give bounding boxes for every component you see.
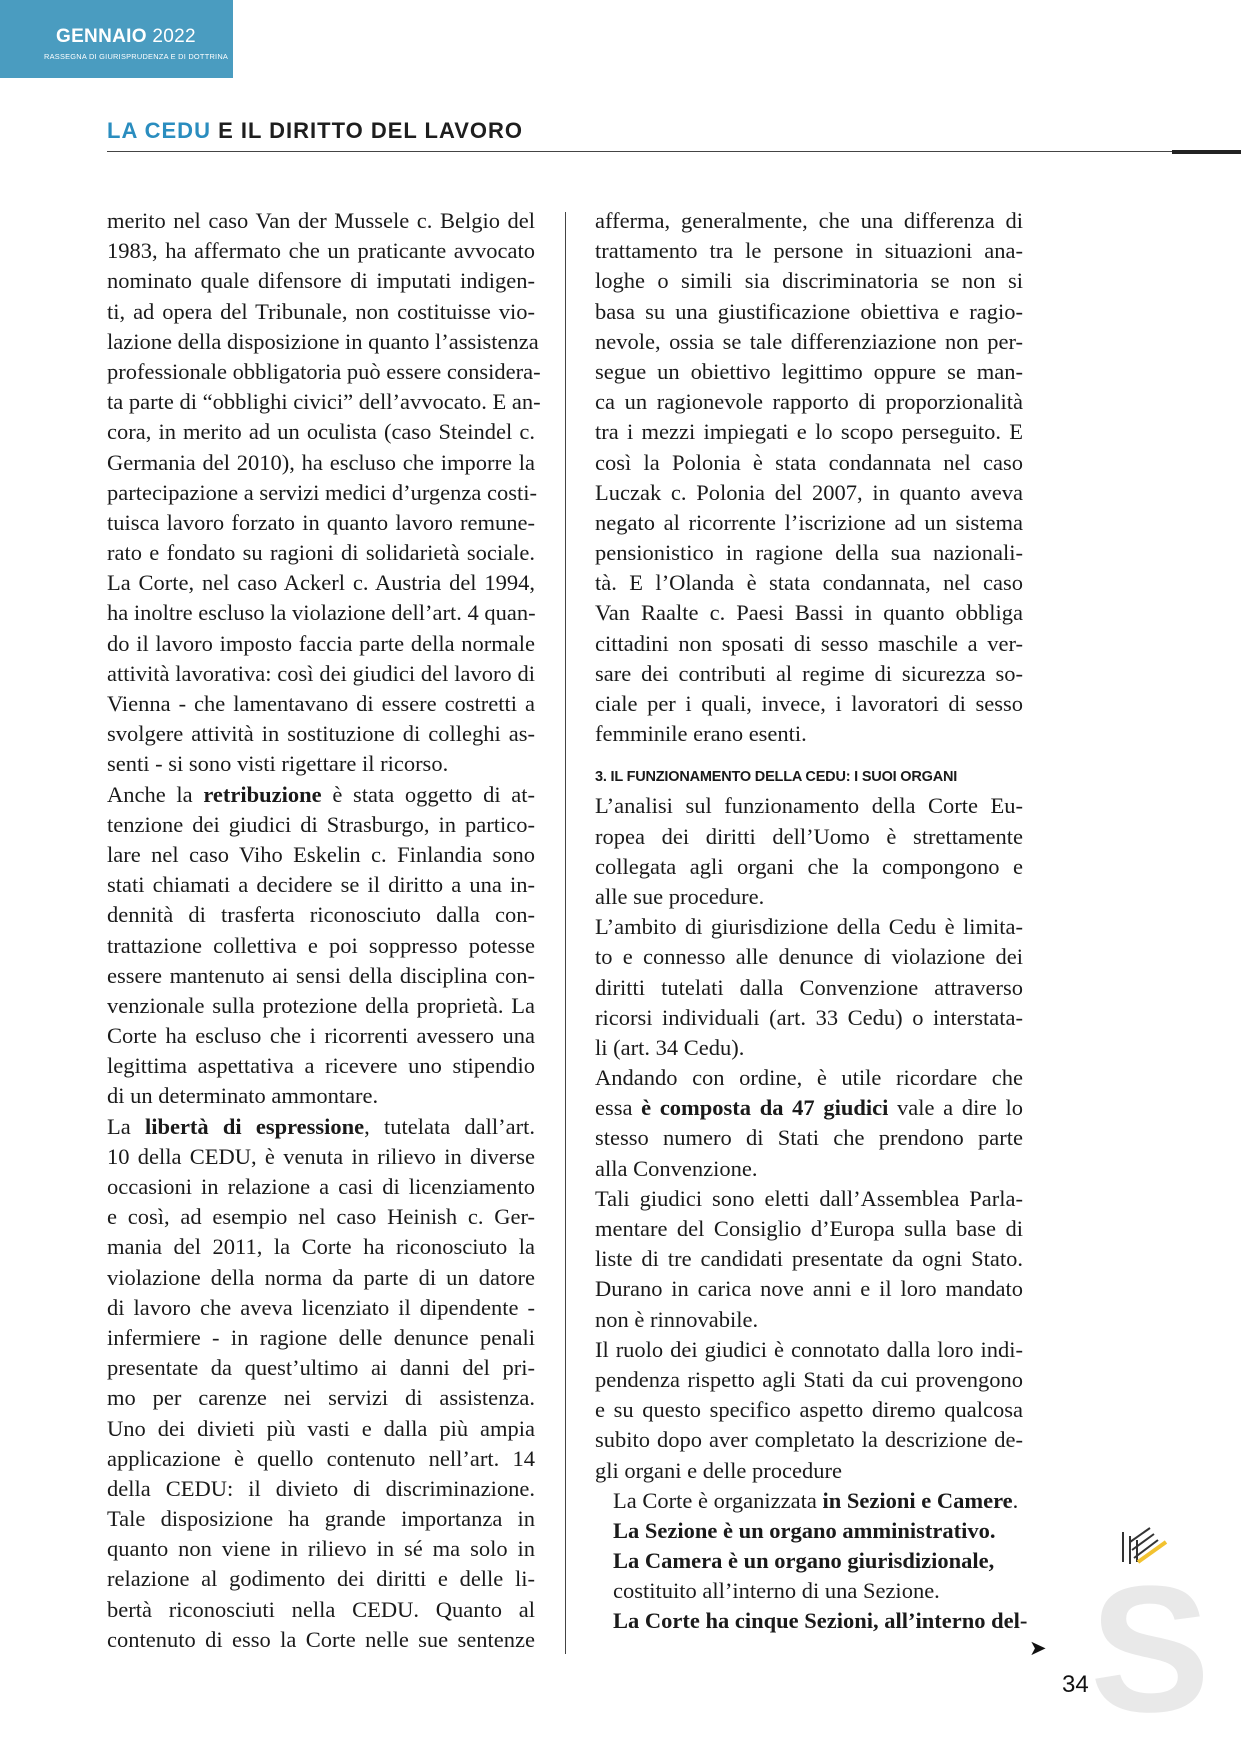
text-line: Vienna - che lamentavano di essere costretti a	[107, 691, 535, 716]
page-number: 34	[1062, 1671, 1089, 1698]
text-line: della CEDU: il divieto di discriminazione.	[107, 1475, 535, 1501]
text-line	[595, 1486, 1023, 1516]
text-line	[595, 1516, 1023, 1546]
text-line: Uno dei divieti più vasti e dalla più ampia	[107, 1415, 535, 1441]
text-line: violazione della norma da parte di un datore	[107, 1264, 535, 1290]
bold-run: libertà di espressione	[144, 1113, 365, 1139]
text-line: to e connesso alle denunce di violazione dei	[595, 944, 1023, 970]
section-title-rest: E IL DIRITTO DEL LAVORO	[210, 118, 524, 143]
text-line: cittadini non sposati di sesso maschile a ver-	[595, 630, 1023, 656]
section-heading: 3. IL FUNZIONAMENTO DELLA CEDU: I SUOI ORGANI	[595, 769, 958, 786]
text-line: do il lavoro imposto faccia parte della normale	[107, 630, 535, 656]
text-line: tra i mezzi impiegati e lo scopo perseguito. E	[595, 419, 1023, 445]
text-line: Il ruolo dei giudici è connotato dalla loro indi-	[595, 1336, 1023, 1362]
issue-month: GENNAIO	[56, 26, 147, 47]
text-line: Van Raalte c. Paesi Bassi in quanto obbliga	[595, 600, 1023, 626]
text-line: 10 della CEDU, è venuta in rilievo in diverse	[107, 1143, 535, 1169]
issue-header-tab	[0, 0, 233, 78]
left-paragraph-1	[107, 206, 541, 780]
text-run: vale a dire lo	[888, 1095, 1023, 1121]
bold-run: in Sezioni e Camere	[822, 1487, 1013, 1513]
text-line: negato al ricorrente l’iscrizione ad un sistema	[595, 509, 1023, 535]
text-line: trattamento tra le persone in situazioni ana-	[595, 238, 1023, 264]
text-line: Luczak c. Polonia del 2007, in quanto aveva	[595, 479, 1023, 505]
text-line: attività lavorativa: così dei giudici del lavoro di	[107, 660, 535, 686]
text-line	[107, 1112, 535, 1142]
text-line: bertà riconosciuti nella CEDU. Quanto al	[107, 1596, 535, 1622]
text-line: Tali giudici sono eletti dall’Assemblea Parla-	[595, 1185, 1023, 1211]
text-line: nominato quale difensore di imputati indigen-	[107, 268, 535, 294]
text-line: alle sue procedure.	[595, 883, 765, 909]
text-line: occasioni in relazione a casi di licenziamento	[107, 1174, 535, 1199]
text-line: ta parte di “obblighi civici” dell’avvocato. E an-	[107, 389, 541, 415]
text-line: stesso numero di Stati che prendono parte	[595, 1125, 1023, 1151]
text-line: Tale disposizione ha grande importanza in	[107, 1506, 535, 1532]
text-line: venzionale sulla protezione della proprietà. La	[107, 992, 535, 1018]
right-paragraph-1	[595, 206, 1023, 749]
text-line: trattazione collettiva e poi soppresso potesse	[107, 932, 535, 958]
text-line: basa su una giustificazione obiettiva e ragio-	[595, 298, 1023, 324]
text-line: partecipazione a servizi medici d’urgenza costi-	[107, 479, 538, 505]
spacer	[595, 749, 1023, 763]
text-line: sare dei contributi al regime di sicurezza so-	[595, 660, 1023, 686]
bold-run: La Sezione è un organo amministrativo.	[613, 1517, 996, 1543]
text-line: mo per carenze nei servizi di assistenza.	[107, 1385, 535, 1411]
text-line: gli organi e delle procedure	[595, 1457, 842, 1483]
text-line	[595, 1606, 1028, 1636]
text-line	[107, 780, 535, 810]
right-paragraph-3	[595, 1123, 1023, 1485]
section-title-accent: LA CEDU	[107, 118, 211, 143]
text-line: ha inoltre escluso la violazione dell’art. 4 quan-	[107, 600, 536, 626]
text-run: costituito all’interno di una Sezione.	[613, 1578, 940, 1604]
text-line: Germania del 2010), ha escluso che imporre la	[107, 449, 535, 475]
text-line: professionale obbligatoria può essere considera-	[107, 358, 541, 384]
text-line: ca un ragionevole rapporto di proporzionalità	[595, 389, 1023, 415]
text-line: mentare del Consiglio d’Europa sulla base di	[595, 1216, 1023, 1241]
text-line: rato e fondato su ragioni di solidarietà sociale.	[107, 540, 535, 566]
text-line: Corte ha escluso che i ricorrenti avessero una	[107, 1023, 535, 1049]
right-column	[595, 206, 1028, 1637]
text-line: quanto non viene in rilievo in sé ma solo in	[107, 1536, 535, 1562]
text-run: La	[107, 1113, 145, 1139]
text-line: femminile erano esenti.	[595, 721, 807, 747]
text-line: nevole, ossia se tale differenziazione non per-	[595, 328, 1023, 354]
text-line: presentate da quest’ultimo ai danni del pri-	[107, 1355, 535, 1381]
text-line: liste di tre candidati presentate da ogni Stato.	[595, 1246, 1023, 1272]
text-line: cora, in merito ad un oculista (caso Steindel c.	[107, 419, 535, 445]
section-title	[107, 118, 523, 144]
text-line: di lavoro che aveva licenziato il dipendente -	[107, 1294, 535, 1320]
text-line: così la Polonia è stata condannata nel caso	[595, 449, 1023, 475]
text-line: non è rinnovabile.	[595, 1306, 759, 1332]
issue-date	[56, 26, 196, 48]
text-line: essere mantenuto ai sensi della disciplina con-	[107, 962, 535, 988]
text-line: merito nel caso Van der Mussele c. Belgio del	[107, 208, 535, 233]
text-run: La Corte è organizzata	[613, 1487, 823, 1513]
header-rule-accent	[1172, 150, 1241, 154]
text-line: dennità di trasferta riconosciuto dalla con-	[107, 902, 535, 928]
text-line: 1983, ha affermato che un praticante avvocato	[107, 238, 535, 264]
text-line: lazione della disposizione in quanto l’assistenza	[107, 328, 539, 354]
arrow-right-icon: ➤	[1029, 1636, 1047, 1660]
logo-letter: S	[1090, 1549, 1211, 1750]
text-line: collegata agli organi che la compongono e	[595, 853, 1023, 879]
text-line: L’ambito di giurisdizione della Cedu è limita-	[595, 914, 1023, 940]
text-line: tà. E l’Olanda è stata condannata, nel caso	[595, 570, 1023, 596]
text-line: di un determinato ammontare.	[107, 1083, 379, 1109]
text-line: afferma, generalmente, che una differenza di	[595, 208, 1023, 233]
text-line: senti - si sono visti rigettare il ricorso.	[107, 751, 449, 777]
text-line: infermiere - in ragione delle denunce penali	[107, 1324, 535, 1350]
right-paragraph-2	[595, 791, 1023, 1093]
text-line	[595, 1546, 1023, 1576]
text-line: ricorsi individuali (art. 33 Cedu) o interstata-	[595, 1004, 1023, 1030]
text-line: e così, ad esempio nel caso Heinish c. Ger-	[107, 1204, 535, 1230]
text-line	[595, 1093, 1023, 1123]
text-line: stati chiamati a decidere se il diritto a una in-	[107, 872, 535, 898]
text-run: .	[1012, 1487, 1019, 1513]
text-run: Anche la	[107, 781, 204, 807]
left-paragraph-2	[107, 810, 535, 1112]
text-line: tuisca lavoro forzato in quanto lavoro remune-	[107, 509, 535, 535]
text-line: loghe o simili sia discriminatoria se non si	[595, 268, 1023, 294]
text-line: ti, ad opera del Tribunale, non costituisse vio-	[107, 298, 535, 324]
text-line	[595, 1576, 1023, 1606]
text-line: alla Convenzione.	[595, 1155, 758, 1181]
text-line: applicazione è quello contenuto nell’art. 14	[107, 1445, 535, 1471]
text-line: lare nel caso Viho Eskelin c. Finlandia sono	[107, 841, 535, 867]
header-rule	[107, 151, 1172, 152]
text-line: diritti tutelati dalla Convenzione attraverso	[595, 974, 1023, 1000]
text-line: subito dopo aver completato la descrizione de-	[595, 1427, 1023, 1453]
issue-subtitle: RASSEGNA DI GIURISPRUDENZA E DI DOTTRINA	[44, 52, 229, 61]
text-line: e su questo specifico aspetto diremo qualcosa	[595, 1397, 1023, 1423]
bold-run: La Corte ha cinque Sezioni, all’interno del-	[613, 1608, 1028, 1634]
bold-run: La Camera è un organo giurisdizionale,	[613, 1548, 995, 1574]
text-run: è stata oggetto di at-	[321, 781, 535, 807]
column-divider	[565, 212, 566, 1654]
text-line: legittima aspettativa a ricevere uno stipendio	[107, 1053, 535, 1079]
text-line: L’analisi sul funzionamento della Corte Eu-	[595, 793, 1023, 819]
left-paragraph-3	[107, 1142, 535, 1655]
issue-year: 2022	[152, 26, 196, 47]
text-line: contenuto di esso la Corte nelle sue sentenze	[107, 1626, 535, 1652]
text-line: pensionistico in ragione della sua nazionali-	[595, 540, 1023, 566]
text-line: mania del 2011, la Corte ha riconosciuto la	[107, 1234, 535, 1260]
text-line: ropea dei diritti dell’Uomo è strettamente	[595, 823, 1023, 849]
text-line: La Corte, nel caso Ackerl c. Austria del 1994,	[107, 570, 535, 596]
text-line: segue un obiettivo legittimo oppure se man-	[595, 358, 1023, 384]
text-line: ciale per i quali, invece, i lavoratori di sesso	[595, 691, 1023, 716]
bold-run: retribuzione	[203, 781, 322, 807]
text-line: Durano in carica nove anni e il loro mandato	[595, 1276, 1023, 1302]
text-line: li (art. 34 Cedu).	[595, 1034, 745, 1060]
text-line: Andando con ordine, è utile ricordare che	[595, 1065, 1023, 1091]
text-line: relazione al godimento dei diritti e delle li-	[107, 1566, 535, 1592]
text-run: essa	[595, 1095, 642, 1121]
text-line: tenzione dei giudici di Strasburgo, in partico-	[107, 811, 535, 837]
left-column	[107, 206, 541, 1655]
text-run: , tutelata dall’art.	[364, 1113, 535, 1139]
text-line: pendenza rispetto agli Stati da cui provengono	[595, 1366, 1023, 1392]
text-line: svolgere attività in sostituzione di colleghi as-	[107, 721, 535, 747]
bold-run: è composta da 47 giudici	[641, 1095, 889, 1121]
publisher-logo-icon	[1120, 1522, 1170, 1572]
